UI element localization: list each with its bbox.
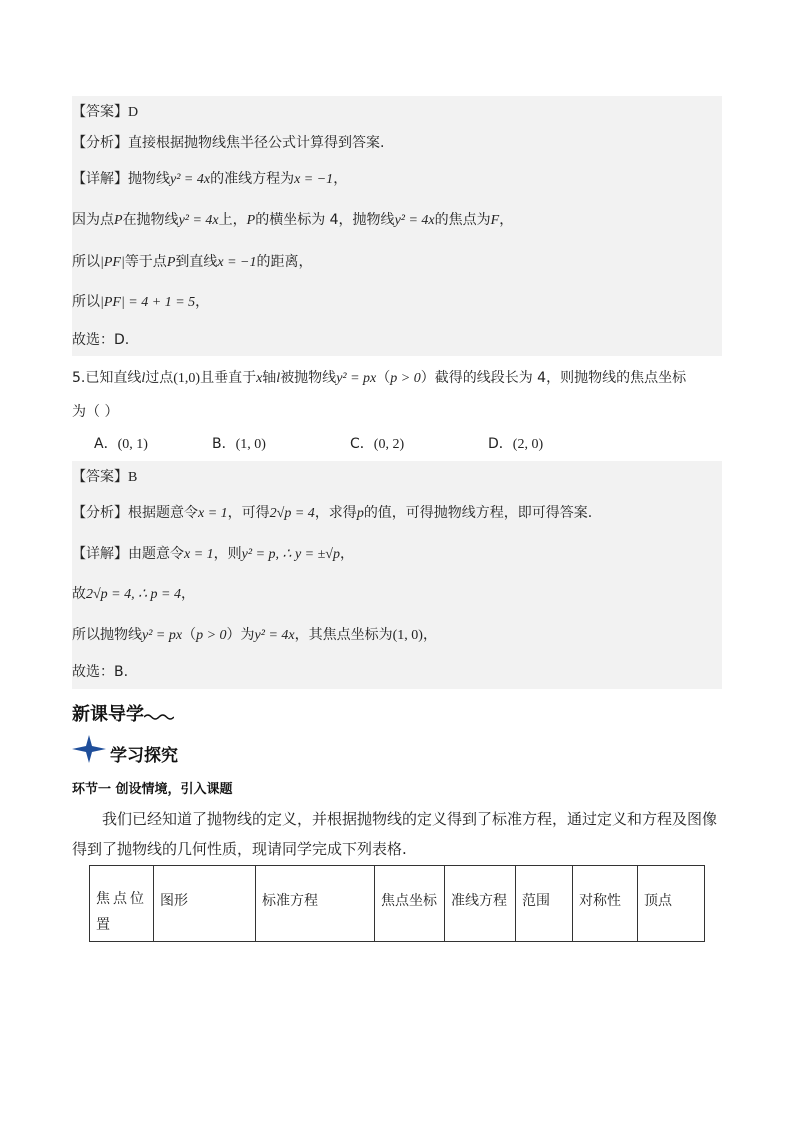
detail-tag: 【详解】: [72, 546, 128, 562]
header-text: 准线方程: [451, 893, 507, 909]
equation: x = 1: [198, 506, 228, 521]
option-label: C．: [350, 436, 374, 452]
text: 到直线: [175, 254, 218, 270]
q4-detail-line-3: [72, 252, 312, 273]
choice-text: 故选：B.: [72, 664, 129, 680]
equation: l: [276, 371, 281, 386]
equation: P: [166, 255, 176, 270]
text: 等于点: [124, 254, 167, 270]
intro-paragraph: [72, 804, 724, 864]
equation: x = −1: [294, 172, 334, 187]
q4-detail-line-1: [72, 169, 347, 190]
header-text: 焦点坐标: [381, 893, 437, 909]
text: ，则: [213, 546, 242, 562]
option-a: [94, 434, 148, 455]
equation: (1, 0): [392, 628, 423, 643]
text: 的准线方程为: [210, 171, 295, 187]
option-c: [350, 434, 404, 455]
text: 且垂直于: [200, 370, 257, 386]
q5-detail-line-3: [72, 625, 437, 646]
equation: y² = 4x: [394, 213, 435, 228]
text: ，: [499, 212, 514, 228]
equation: p: [356, 506, 364, 521]
text: 根据题意令: [128, 505, 198, 521]
text: ，可得: [227, 505, 270, 521]
q5-detail-line-1: [72, 544, 354, 565]
equation: p > 0: [390, 371, 421, 386]
text: 5.已知直线: [72, 370, 142, 386]
equation: F: [490, 213, 500, 228]
table-header-row: [90, 866, 705, 942]
answer-tag: 【答案】: [72, 469, 128, 485]
q5-choice-line: [72, 662, 128, 682]
equation: y² = 4x: [178, 213, 219, 228]
q5-answer-line: [72, 467, 137, 488]
header-text: 范围: [522, 893, 550, 909]
text: ，其焦点坐标为: [294, 627, 393, 643]
q4-analysis-line: [72, 133, 384, 153]
equation: p > 0: [196, 628, 227, 643]
detail-tag: 【详解】: [72, 171, 128, 187]
equation: x: [256, 371, 263, 386]
q4-choice-line: [72, 330, 129, 350]
q5-detail-line-2: [72, 584, 195, 605]
header-cell-directrix: [445, 866, 516, 942]
header-text: 标准方程: [262, 893, 318, 909]
text: ，求得: [314, 505, 357, 521]
analysis-tag: 【分析】: [72, 135, 128, 151]
equation: y² = px: [142, 628, 183, 643]
text: 为（ ）: [72, 404, 119, 420]
text: 因为点: [72, 212, 114, 228]
study-heading: 学习探究: [110, 746, 178, 766]
equation: y² = 4x: [254, 628, 295, 643]
answer-tag: 【答案】: [72, 104, 128, 120]
analysis-tag: 【分析】: [72, 505, 128, 521]
text: 抛物线: [128, 171, 170, 187]
option-value: (0, 2): [373, 437, 405, 452]
equation: x = 1: [184, 547, 214, 562]
q4-answer-line: [72, 102, 138, 123]
text: ，: [422, 627, 437, 643]
header-cell-graph: [154, 866, 256, 942]
equation: x = −1: [217, 255, 257, 270]
text: ，: [333, 171, 348, 187]
text: ，: [195, 294, 210, 310]
equation: y² = p, ∴ y = ±√p: [241, 547, 340, 562]
equation: 2√p = 4: [269, 506, 315, 521]
analysis-text: 直接根据抛物线焦半径公式计算得到答案.: [128, 135, 385, 151]
option-value: (2, 0): [512, 437, 544, 452]
text: 所以: [72, 294, 100, 310]
option-label: D．: [488, 436, 513, 452]
text: 在抛物线: [122, 212, 179, 228]
equation: y² = px: [336, 371, 377, 386]
equation: y² = 4x: [170, 172, 211, 187]
text: ，: [339, 546, 354, 562]
equation: P: [246, 213, 256, 228]
header-cell-symmetry: [573, 866, 638, 942]
new-lesson-heading: 新课导学: [72, 704, 144, 725]
paragraph-text: 我们已经知道了抛物线的定义，并根据抛物线的定义得到了标准方程，通过定义和方程及图像得到了抛物线的几何性质，现请同学完成下列表格.: [72, 810, 718, 858]
answer-value: D: [128, 105, 139, 120]
q4-solution-panel: [72, 96, 722, 356]
header-text: 焦点位置: [96, 891, 147, 933]
option-value: (1, 0): [235, 437, 266, 452]
text: 由题意令: [128, 546, 184, 562]
text: 所以: [72, 254, 100, 270]
text: 故: [72, 586, 86, 602]
q5-stem-line-1: [72, 368, 686, 389]
option-b: [212, 434, 266, 455]
equation: |PF|: [100, 255, 125, 270]
option-d: [488, 434, 543, 455]
header-cell-focus-position: [90, 866, 154, 942]
text: 的焦点为: [434, 212, 491, 228]
header-cell-standard-equation: [256, 866, 375, 942]
text: 所以抛物线: [72, 627, 142, 643]
option-label: A．: [94, 436, 118, 452]
text: ）截得的线段长为 4，则抛物线的焦点坐标: [420, 370, 687, 386]
text: （: [376, 370, 391, 386]
choice-text: 故选：D.: [72, 332, 130, 348]
text: ，: [181, 586, 195, 602]
answer-value: B: [128, 470, 138, 485]
part-one-heading: 环节一 创设情境，引入课题: [72, 782, 233, 797]
option-label: B．: [212, 436, 236, 452]
header-cell-focus-coordinates: [375, 866, 445, 942]
header-text: 顶点: [644, 893, 672, 909]
equation: (1,0): [173, 371, 201, 386]
equation: 2√p = 4, ∴ p = 4: [86, 587, 181, 602]
text: 的值，可得抛物线方程，即可得答案.: [363, 505, 593, 521]
equation: P: [114, 213, 123, 228]
header-text: 对称性: [579, 893, 621, 909]
text: 被抛物线: [280, 370, 337, 386]
q5-solution-panel: [72, 461, 722, 689]
header-cell-vertex: [638, 866, 705, 942]
text: 轴: [262, 370, 277, 386]
q4-detail-line-4: [72, 292, 209, 313]
text: 的横坐标为 4，抛物线: [255, 212, 395, 228]
wavy-underline-icon: [144, 712, 174, 722]
text: （: [182, 627, 197, 643]
parabola-properties-table: [89, 865, 705, 942]
q5-stem-line-2: [72, 402, 118, 422]
text: 上，: [218, 212, 247, 228]
text: 过点: [145, 370, 174, 386]
text: 的距离，: [256, 254, 313, 270]
equation: l: [141, 371, 146, 386]
text: ）为: [226, 627, 255, 643]
header-cell-range: [516, 866, 573, 942]
four-point-star-icon: [72, 735, 106, 763]
header-text: 图形: [160, 893, 188, 909]
q5-analysis-line: [72, 503, 592, 524]
option-value: (0, 1): [117, 437, 148, 452]
equation: |PF| = 4 + 1 = 5: [100, 295, 196, 310]
q4-detail-line-2: [72, 210, 513, 231]
